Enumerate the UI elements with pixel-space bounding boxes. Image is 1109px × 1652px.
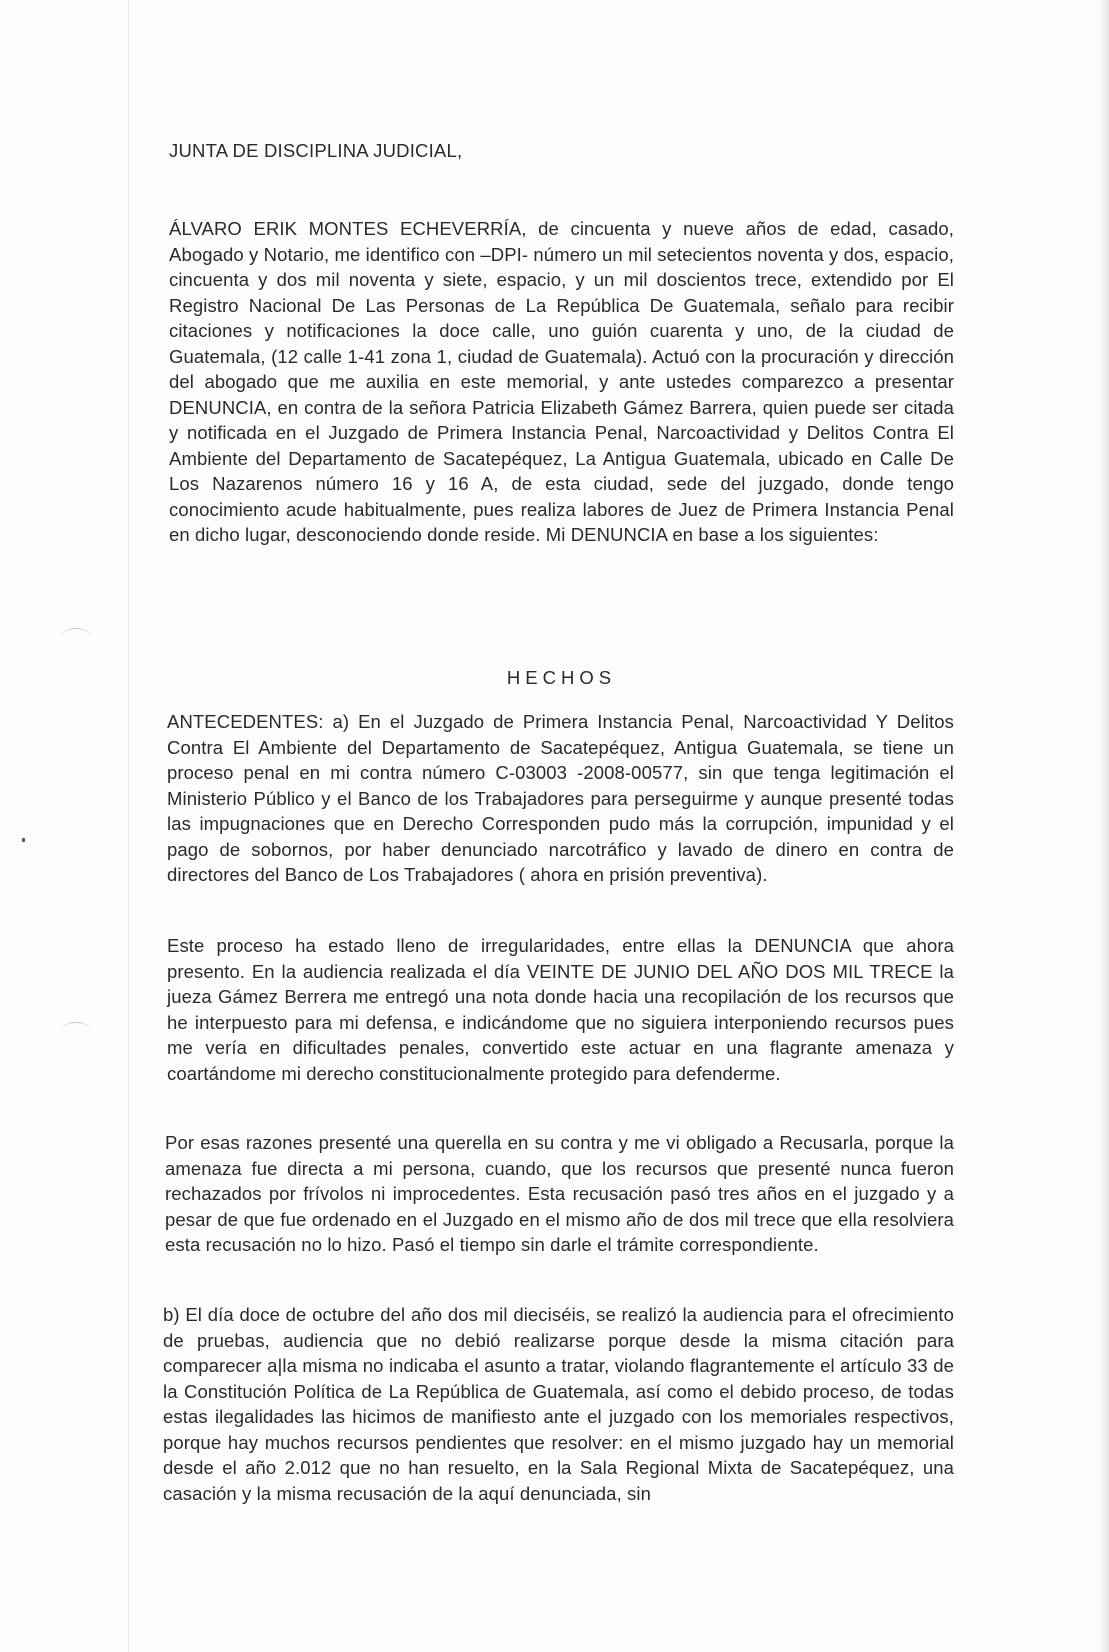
scan-speck [22,838,25,842]
body-paragraph: b) El día doce de octubre del año dos mil dieciséis, se realizó la audiencia para el ofrecimiento de pruebas, audiencia que no debió realizarse porque desde la misma citación para comparecer a|la misma no indicaba el asunto a tratar, violando flagrantemente el artículo 33 de la Constitución Política de La República de Guatemala, así como el debido proceso, de todas estas ilegalidades las hicimos de manifiesto ante el juzgado con los memoriales respectivos, porque hay muchos recursos pendientes que resolver: en el mismo juzgado hay un memorial desde el año 2.012 que no han resuelto, en la Sala Regional Mixta de Sacatepéquez, una casación y la misma recusación de la aquí denunciada, sin [163,1304,954,1504]
section-heading: HECHOS [506,667,617,688]
addressee: JUNTA DE DISCIPLINA JUDICIAL, [169,140,463,161]
intro-paragraph: ÁLVARO ERIK MONTES ECHEVERRÍA, de cincuenta y nueve años de edad, casado, Abogado y Notario, me identifico con –DPI- número un mil setecientos noventa y dos, espacio, cincuenta y dos mil noventa y siete, espacio, y un mil doscientos trece, extendido por El Registro Nacional De Las Personas de La República De Guatemala, señalo para recibir citaciones y notificaciones la doce calle, uno guión cuarenta y uno, de la ciudad de Guatemala, (12 calle 1-41 zona 1, ciudad de Guatemala). Actuó con la procuración y dirección del abogado que me auxilia en este memorial, y ante ustedes comparezco a presentar DENUNCIA, en contra de la señora Patricia Elizabeth Gámez Barrera, quien puede ser citada y notificada en el Juzgado de Primera Instancia Penal, Narcoactividad y Delitos Contra El Ambiente del Departamento de Sacatepéquez, La Antigua Guatemala, ubicado en Calle De Los Nazarenos número 16 y 16 A, de esta ciudad, sede del juzgado, donde tengo conocimiento acude habitualmente, pues realiza labores de Juez de Primera Instancia Penal en dicho lugar, desconociendo donde reside. Mi DENUNCIA en base a los siguientes: [169,218,954,545]
body-paragraph: Este proceso ha estado lleno de irregularidades, entre ellas la DENUNCIA que ahora presento. En la audiencia realizada el día VEINTE DE JUNIO DEL AÑO DOS MIL TRECE la jueza Gámez Berrera me entregó una nota donde hacia una recopilación de los recursos que he interpuesto para mi defensa, e indicándome que no siguiera interponiendo recursos pues me vería en dificultades penales, convertido este actuar en una flagrante amenaza y coartándome mi derecho constitucionalmente protegido para defenderme. [167,935,954,1084]
punch-hole-mark [62,1022,90,1037]
page-fold-line [128,0,129,1652]
page-edge-shadow [1099,0,1109,1652]
punch-hole-mark [62,628,90,643]
body-paragraph: Por esas razones presenté una querella en su contra y me vi obligado a Recusarla, porque la amenaza fue directa a mi persona, cuando, que los recursos que presenté nunca fueron rechazados por frívolos ni improcedentes. Esta recusación pasó tres años en el juzgado y a pesar de que fue ordenado en el Juzgado en el mismo año de dos mil trece que ella resolviera esta recusación no lo hizo. Pasó el tiempo sin darle el trámite correspondiente. [165,1132,954,1255]
body-paragraph: ANTECEDENTES: a) En el Juzgado de Primera Instancia Penal, Narcoactividad Y Delitos Contra El Ambiente del Departamento de Sacatepéquez, Antigua Guatemala, se tiene un proceso penal en mi contra número C-03003 -2008-00577, sin que tenga legitimación el Ministerio Público y el Banco de los Trabajadores para perseguirme y aunque presenté todas las impugnaciones que en Derecho Corresponden pudo más la corrupción, impunidad y el pago de sobornos, por haber denunciado narcotráfico y lavado de dinero en contra de directores del Banco de Los Trabajadores ( ahora en prisión preventiva). [167,711,954,885]
